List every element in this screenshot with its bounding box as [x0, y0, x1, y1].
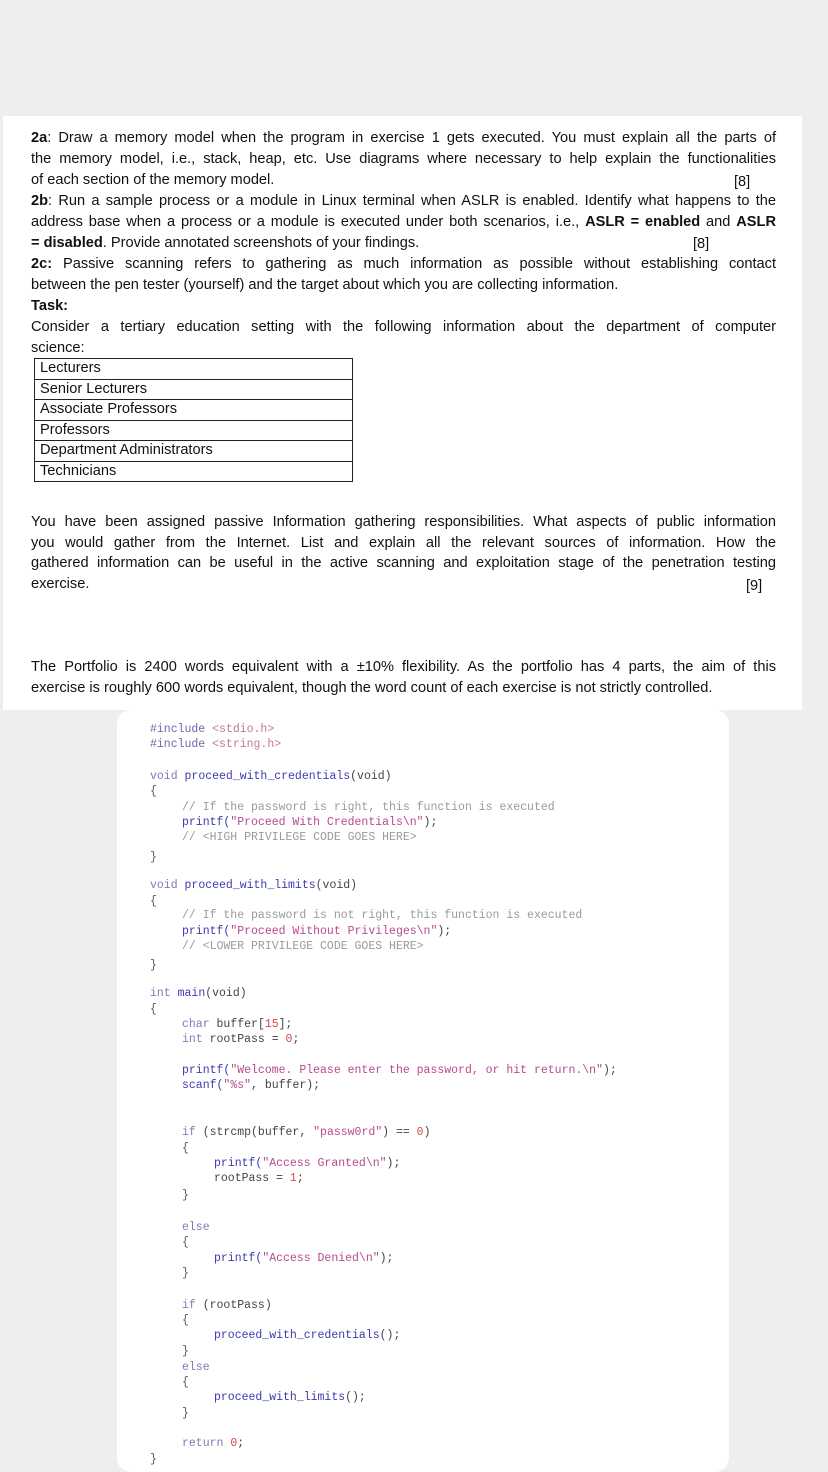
code-line: return 0; [182, 1437, 245, 1450]
code-line: scanf("%s", buffer); [182, 1079, 321, 1092]
task-2a-line-2: the memory model, i.e., stack, heap, etc. Use diagrams where necessary to help explain the functionalities [31, 151, 776, 167]
role-cell: Technicians [35, 461, 353, 482]
code-line: #include <stdio.h> [150, 723, 275, 736]
code-line: { [182, 1376, 189, 1389]
code-line: { [150, 1003, 157, 1016]
assignment-document [3, 116, 802, 710]
table-row [35, 461, 353, 482]
code-line: } [150, 959, 157, 972]
table-row [35, 400, 353, 421]
code-line: // <HIGH PRIVILEGE CODE GOES HERE> [182, 831, 417, 844]
table-row [35, 441, 353, 462]
department-roles-table [34, 358, 353, 482]
code-line: else [182, 1221, 210, 1234]
code-line: int main(void) [150, 987, 247, 1000]
task-2c-line-1: 2c: Passive scanning refers to gathering as much information as possible without establishing contact [31, 256, 776, 272]
code-line: if (rootPass) [182, 1299, 272, 1312]
code-line: char buffer[15]; [182, 1018, 293, 1031]
task-2b-label: 2b [31, 193, 49, 209]
role-cell: Senior Lecturers [35, 379, 353, 400]
code-line: printf("Proceed With Credentials\n"); [182, 816, 438, 829]
assign-line-3: gathered information can be useful in the active scanning and exploitation stage of the penetration testing [31, 555, 776, 571]
code-line: } [150, 1453, 157, 1466]
code-line: // If the password is right, this function is executed [182, 801, 555, 814]
code-line: else [182, 1361, 210, 1374]
code-line: if (strcmp(buffer, "passw0rd") == 0) [182, 1126, 431, 1139]
code-line: void proceed_with_limits(void) [150, 879, 358, 892]
role-cell: Lecturers [35, 359, 353, 380]
task-2a-line-3: of each section of the memory model. [31, 172, 275, 188]
task-2c-line-2: between the pen tester (yourself) and the target about which you are collecting information. [31, 277, 619, 293]
code-line: { [150, 785, 157, 798]
code-line: } [150, 851, 157, 864]
task-2c-label: 2c: [31, 256, 53, 272]
code-listing [117, 710, 729, 1472]
code-line: } [182, 1345, 189, 1358]
task-2a-marks: [8] [734, 174, 751, 190]
code-line: // If the password is not right, this function is executed [182, 909, 583, 922]
code-line: printf("Access Denied\n"); [214, 1252, 394, 1265]
code-line: { [182, 1236, 189, 1249]
code-line: { [150, 895, 157, 908]
assign-line-1: You have been assigned passive Information gathering responsibilities. What aspects of public information [31, 514, 776, 530]
portfolio-line-1: The Portfolio is 2400 words equivalent with a ±10% flexibility. As the portfolio has 4 parts, the aim of this [31, 659, 776, 675]
task-2a-line-1: 2a: Draw a memory model when the program in exercise 1 gets executed. You must explain all the parts of [31, 130, 776, 146]
consider-line-1: Consider a tertiary education setting with the following information about the department of computer [31, 319, 776, 335]
code-line: // <LOWER PRIVILEGE CODE GOES HERE> [182, 940, 424, 953]
task-2a-label: 2a [31, 130, 48, 146]
table-row [35, 359, 353, 380]
portfolio-line-2: exercise is roughly 600 words equivalent, though the word count of each exercise is not strictly controlled. [31, 680, 713, 696]
code-line: int rootPass = 0; [182, 1033, 300, 1046]
code-line: printf("Access Granted\n"); [214, 1157, 401, 1170]
code-line: { [182, 1142, 189, 1155]
table-row [35, 420, 353, 441]
task-heading: Task: [31, 298, 69, 314]
role-cell: Professors [35, 420, 353, 441]
code-line: } [182, 1267, 189, 1280]
code-line: proceed_with_limits(); [214, 1391, 366, 1404]
code-line: printf("Proceed Without Privileges\n"); [182, 925, 452, 938]
code-line: { [182, 1314, 189, 1327]
code-line: void proceed_with_credentials(void) [150, 770, 392, 783]
task-2c-marks: [9] [746, 578, 763, 594]
task-2b-marks: [8] [693, 236, 710, 252]
code-line: printf("Welcome. Please enter the password, or hit return.\n"); [182, 1064, 617, 1077]
code-line: } [182, 1189, 189, 1202]
role-cell: Associate Professors [35, 400, 353, 421]
assign-line-2: you would gather from the Internet. List and explain all the relevant sources of information. How the [31, 535, 776, 551]
table-row [35, 379, 353, 400]
code-line: proceed_with_credentials(); [214, 1329, 401, 1342]
consider-line-2: science: [31, 340, 85, 356]
code-line: #include <string.h> [150, 738, 282, 751]
code-line: } [182, 1407, 189, 1420]
task-2b-line-2: address base when a process or a module is executed under both scenarios, i.e., ASLR = enabled and ASLR [31, 214, 776, 230]
code-line: rootPass = 1; [214, 1172, 304, 1185]
role-cell: Department Administrators [35, 441, 353, 462]
task-2b-line-1: 2b: Run a sample process or a module in Linux terminal when ASLR is enabled. Identify what happens to the [31, 193, 776, 209]
assign-line-4: exercise. [31, 576, 90, 592]
task-2b-line-3: = disabled. Provide annotated screenshots of your findings. [31, 235, 420, 251]
